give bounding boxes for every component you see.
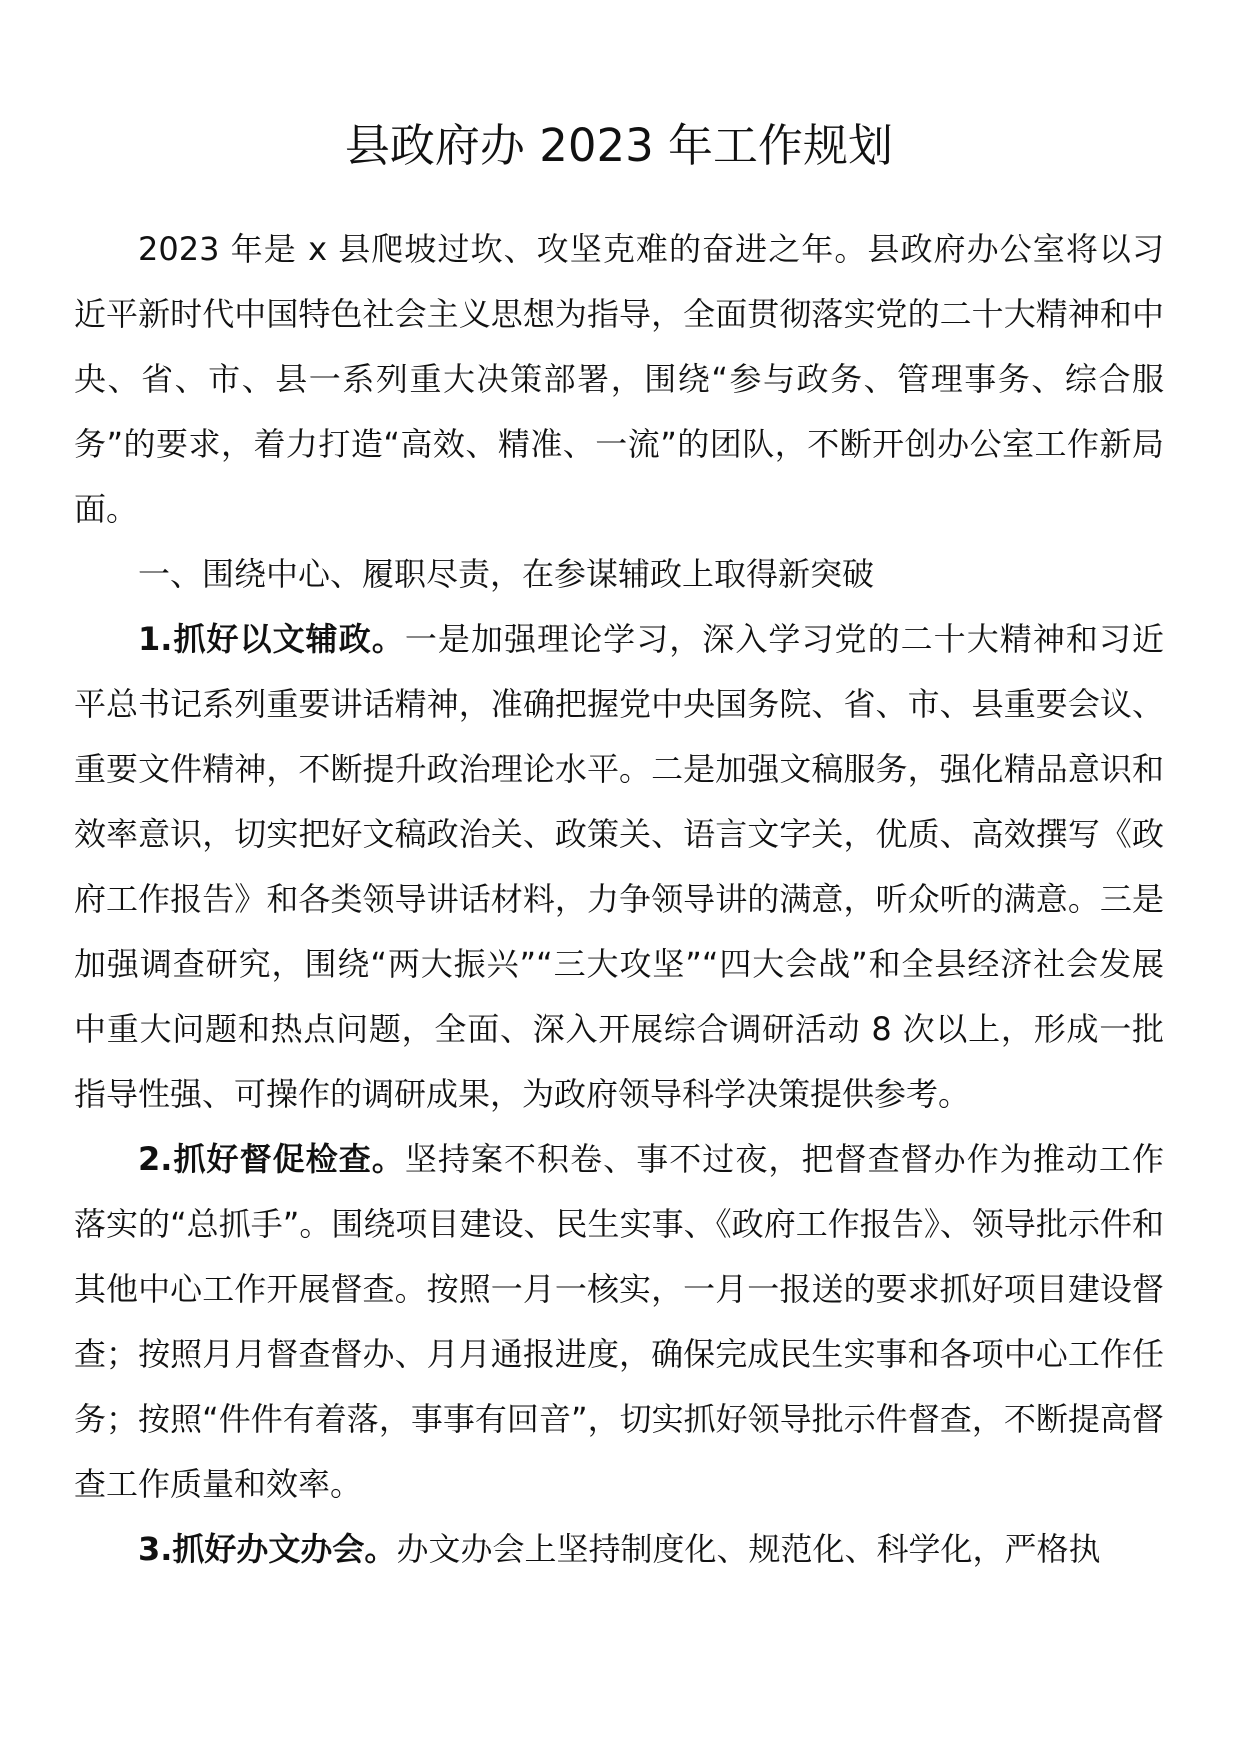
item-lead: 1.抓好以文辅政。	[138, 620, 405, 658]
intro-paragraph: 2023 年是 x 县爬坡过坎、攻坚克难的奋进之年。县政府办公室将以习近平新时代中国特色社会主义思想为指导，全面贯彻落实党的二十大精神和中央、省、市、县一系列重大决策部署，围绕“参与政务、管理事务、综合服务”的要求，着力打造“高效、精准、一流”的团队，不断开创办公室工作新局面。	[74, 230, 1164, 528]
section-heading: 一、围绕中心、履职尽责，在参谋辅政上取得新突破	[138, 555, 875, 593]
item-paragraph	[74, 607, 1164, 1127]
item-lead: 2.抓好督促检查。	[138, 1140, 405, 1178]
item-text: 坚持案不积卷、事不过夜，把督查督办作为推动工作落实的“总抓手”。围绕项目建设、民生实事、《政府工作报告》、领导批示件和其他中心工作开展督查。按照一月一核实，一月一报送的要求抓好项目建设督查；按照月月督查督办、月月通报进度，确保完成民生实事和各项中心工作任务；按照“件件有着落，事事有回音”，切实抓好领导批示件督查，不断提高督查工作质量和效率。	[74, 1140, 1164, 1503]
item-lead: 3.抓好办文办会。	[138, 1530, 397, 1568]
item-paragraph	[74, 1517, 1164, 1582]
item-text: 办文办会上坚持制度化、规范化、科学化，严格执	[396, 1530, 1101, 1568]
document-body	[74, 217, 1164, 1582]
item-paragraph	[74, 1127, 1164, 1517]
item-text: 一是加强理论学习，深入学习党的二十大精神和习近平总书记系列重要讲话精神，准确把握党中央国务院、省、市、县重要会议、重要文件精神，不断提升政治理论水平。二是加强文稿服务，强化精品意识和效率意识，切实把好文稿政治关、政策关、语言文字关，优质、高效撰写《政府工作报告》和各类领导讲话材料，力争领导讲的满意，听众听的满意。三是加强调查研究，围绕“两大振兴”“三大攻坚”“四大会战”和全县经济社会发展中重大问题和热点问题，全面、深入开展综合调研活动 8 次以上，形成一批指导性强、可操作的调研成果，为政府领导科学决策提供参考。	[74, 620, 1164, 1113]
document-title: 县政府办 2023 年工作规划	[344, 119, 894, 172]
